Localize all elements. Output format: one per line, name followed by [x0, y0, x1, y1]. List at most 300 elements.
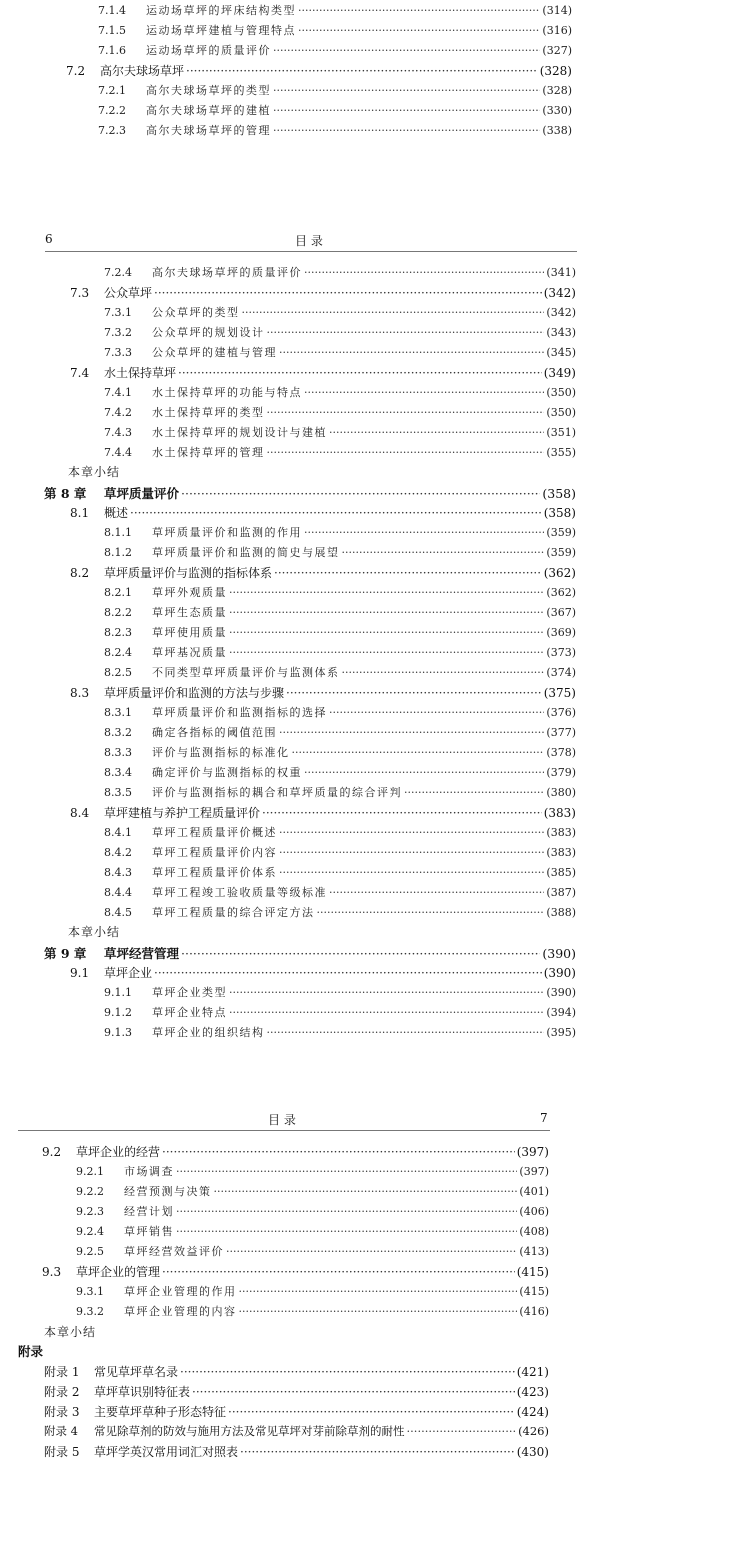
toc-entry: [42, 1263, 549, 1283]
dot-leader: [229, 1006, 544, 1019]
entry-page: (380): [546, 786, 576, 799]
dot-leader: [180, 1365, 515, 1379]
entry-title: 草坪质量评价和监测指标的选择: [152, 706, 327, 719]
dot-leader: [304, 526, 544, 539]
entry-page: (378): [546, 746, 576, 759]
entry-number: 8.1.1: [104, 526, 132, 539]
entry-page: (341): [546, 266, 576, 279]
chapter-summary: [68, 463, 268, 483]
toc-entry: [104, 1004, 576, 1024]
entry-number: 8.4.5: [104, 906, 132, 919]
entry-title: 草坪企业管理的作用: [124, 1285, 237, 1298]
dot-leader: [154, 286, 542, 300]
entry-title: 评价与监测指标的标准化: [152, 746, 290, 759]
dot-leader: [279, 846, 544, 859]
entry-title: 草坪工程质量评价概述: [152, 826, 277, 839]
toc-entry: [70, 964, 576, 984]
appendix-entry: [44, 1383, 549, 1403]
dot-leader: [329, 706, 544, 719]
entry-page: (408): [519, 1225, 549, 1238]
toc-entry: [104, 904, 576, 924]
entry-title: 水土保持草坪的功能与特点: [152, 386, 302, 399]
entry-number: 7.2: [66, 64, 86, 78]
entry-page: (406): [519, 1205, 549, 1218]
chapter-summary: [44, 1323, 244, 1343]
entry-title: 草坪工程质量评价内容: [152, 846, 277, 859]
header-rule: [18, 1130, 550, 1131]
entry-number: 9.2.4: [76, 1225, 104, 1238]
entry-title: 不同类型草坪质量评价与监测体系: [152, 666, 340, 679]
entry-title: 草坪经营效益评价: [124, 1245, 224, 1258]
entry-page: (390): [542, 946, 576, 961]
dot-leader: [267, 406, 545, 419]
entry-number: 7.3.3: [104, 346, 132, 359]
dot-leader: [178, 366, 542, 380]
header-title: 目 录: [268, 1113, 296, 1127]
entry-title: 草坪企业: [104, 966, 153, 980]
entry-number: 8.3.2: [104, 726, 132, 739]
entry-number: 8.2.3: [104, 626, 132, 639]
entry-title: 常见除草剂的防效与施用方法及常见草坪对芽前除草剂的耐性: [94, 1424, 405, 1438]
toc-entry: [76, 1303, 549, 1323]
entry-page: (388): [546, 906, 576, 919]
toc-entry: [104, 644, 576, 664]
toc-entry: [70, 504, 576, 524]
entry-title: 主要草坪草种子形态特征: [94, 1405, 227, 1419]
dot-leader: [317, 906, 545, 919]
dot-leader: [229, 986, 544, 999]
entry-page: (343): [546, 326, 576, 339]
entry-number: 8.4.1: [104, 826, 132, 839]
toc-entry: [104, 524, 576, 544]
toc-entry: [104, 984, 576, 1004]
toc-entry: [76, 1163, 549, 1183]
toc-entry: [104, 864, 576, 884]
entry-page: (359): [546, 546, 576, 559]
dot-leader: [286, 686, 542, 700]
appendix-entry: [44, 1423, 549, 1443]
entry-number: 8.3.4: [104, 766, 132, 779]
entry-page: (385): [546, 866, 576, 879]
entry-number: 8.1: [70, 506, 90, 520]
toc-entry: [66, 62, 572, 82]
entry-title: 高尔夫球场草坪: [100, 64, 185, 78]
entry-page: (397): [516, 1145, 549, 1159]
entry-page: (369): [546, 626, 576, 639]
entry-page: (377): [546, 726, 576, 739]
entry-number: 8.2.2: [104, 606, 132, 619]
entry-title: 本章小结: [68, 465, 121, 479]
header-page-number: 6: [45, 232, 53, 246]
entry-page: (358): [543, 506, 576, 520]
dot-leader: [273, 124, 540, 137]
entry-number: 9.2: [42, 1145, 62, 1159]
entry-title: 草坪销售: [124, 1225, 174, 1238]
entry-title: 公众草坪的建植与管理: [152, 346, 277, 359]
toc-entry: [76, 1243, 549, 1263]
entry-page: (328): [542, 84, 572, 97]
entry-title: 本章小结: [44, 1325, 97, 1339]
dot-leader: [229, 646, 544, 659]
entry-page: (328): [539, 64, 572, 78]
dot-leader: [192, 1385, 515, 1399]
entry-number: 附录 1: [44, 1365, 80, 1379]
dot-leader: [181, 486, 540, 501]
entry-title: 水土保持草坪的管理: [152, 446, 265, 459]
entry-number: 8.2.5: [104, 666, 132, 679]
entry-number: 7.3.1: [104, 306, 132, 319]
entry-number: 7.4.2: [104, 406, 132, 419]
entry-page: (387): [546, 886, 576, 899]
dot-leader: [298, 4, 540, 17]
entry-page: (383): [546, 846, 576, 859]
entry-number: 8.2.4: [104, 646, 132, 659]
toc-entry: [104, 444, 576, 464]
entry-title: 草坪企业的组织结构: [152, 1026, 265, 1039]
toc-entry: [104, 604, 576, 624]
entry-number: 7.1.4: [98, 4, 126, 17]
entry-number: 7.4: [70, 366, 90, 380]
entry-page: (362): [543, 566, 576, 580]
toc-entry: [76, 1283, 549, 1303]
entry-title: 确定评价与监测指标的权重: [152, 766, 302, 779]
chapter-number: 第 8 章: [44, 486, 87, 501]
chapter-title: 草坪经营管理: [104, 946, 180, 961]
entry-number: 7.4.1: [104, 386, 132, 399]
entry-page: (342): [546, 306, 576, 319]
toc-entry: [104, 724, 576, 744]
toc-entry: [98, 122, 572, 142]
dot-leader: [176, 1205, 517, 1218]
chapter-title: 草坪质量评价: [104, 486, 180, 501]
dot-leader: [273, 84, 540, 97]
toc-entry: [70, 564, 576, 584]
chapter-summary: [68, 923, 268, 943]
entry-title: 公众草坪的类型: [152, 306, 240, 319]
entry-title: 确定各指标的阈值范围: [152, 726, 277, 739]
entry-page: (416): [519, 1305, 549, 1318]
entry-page: (314): [542, 4, 572, 17]
entry-page: (359): [546, 526, 576, 539]
entry-title: 草坪质量评价和监测的作用: [152, 526, 302, 539]
entry-title: 经营预测与决策: [124, 1185, 212, 1198]
entry-title: 草坪草识别特征表: [94, 1385, 191, 1399]
dot-leader: [176, 1225, 517, 1238]
entry-number: 8.4.3: [104, 866, 132, 879]
entry-title: 水土保持草坪的规划设计与建植: [152, 426, 327, 439]
dot-leader: [229, 586, 544, 599]
entry-title: 草坪企业的经营: [76, 1145, 161, 1159]
dot-leader: [329, 886, 544, 899]
dot-leader: [279, 726, 544, 739]
entry-title: 高尔夫球场草坪的质量评价: [152, 266, 302, 279]
dot-leader: [267, 1026, 545, 1039]
entry-number: 7.3: [70, 286, 90, 300]
dot-leader: [267, 446, 545, 459]
entry-page: (397): [519, 1165, 549, 1178]
toc-entry: [104, 584, 576, 604]
entry-number: 附录 3: [44, 1405, 80, 1419]
dot-leader: [176, 1165, 517, 1178]
dot-leader: [239, 1305, 518, 1318]
dot-leader: [240, 1445, 515, 1459]
dot-leader: [292, 746, 545, 759]
entry-page: (376): [546, 706, 576, 719]
entry-page: (379): [546, 766, 576, 779]
entry-title: 运动场草坪的质量评价: [146, 44, 271, 57]
entry-title: 评价与监测指标的耦合和草坪质量的综合评判: [152, 786, 402, 799]
toc-entry: [104, 264, 576, 284]
toc-entry: [70, 284, 576, 304]
entry-page: (415): [516, 1265, 549, 1279]
entry-page: (350): [546, 386, 576, 399]
dot-leader: [342, 546, 545, 559]
entry-title: 草坪企业类型: [152, 986, 227, 999]
dot-leader: [242, 306, 545, 319]
entry-page: (390): [546, 986, 576, 999]
dot-leader: [407, 1424, 517, 1438]
dot-leader: [154, 966, 542, 980]
toc-entry: [98, 102, 572, 122]
entry-page: (426): [518, 1424, 549, 1438]
entry-page: (375): [543, 686, 576, 700]
toc-entry: [104, 304, 576, 324]
dot-leader: [342, 666, 545, 679]
entry-number: 8.4: [70, 806, 90, 820]
toc-entry: [104, 844, 576, 864]
dot-leader: [273, 44, 540, 57]
header-rule: [45, 251, 577, 252]
entry-number: 8.2.1: [104, 586, 132, 599]
entry-number: 9.1.1: [104, 986, 132, 999]
entry-title: 高尔夫球场草坪的类型: [146, 84, 271, 97]
dot-leader: [279, 826, 544, 839]
entry-title: 草坪质量评价和监测的方法与步骤: [104, 686, 285, 700]
toc-entry: [104, 384, 576, 404]
entry-number: 8.3.3: [104, 746, 132, 759]
entry-number: 附录 2: [44, 1385, 80, 1399]
entry-title: 市场调查: [124, 1165, 174, 1178]
entry-page: (367): [546, 606, 576, 619]
toc-entry: [104, 764, 576, 784]
toc-entry: [70, 684, 576, 704]
dot-leader: [262, 806, 542, 820]
entry-title: 公众草坪: [104, 286, 153, 300]
dot-leader: [404, 786, 544, 799]
toc-entry: [104, 704, 576, 724]
entry-title: 高尔夫球场草坪的建植: [146, 104, 271, 117]
entry-page: (342): [543, 286, 576, 300]
entry-number: 7.2.2: [98, 104, 126, 117]
dot-leader: [229, 606, 544, 619]
entry-page: (327): [542, 44, 572, 57]
entry-number: 7.2.1: [98, 84, 126, 97]
dot-leader: [229, 626, 544, 639]
entry-title: 概述: [104, 506, 129, 520]
entry-title: 草坪企业的管理: [76, 1265, 161, 1279]
entry-title: 草坪外观质量: [152, 586, 227, 599]
entry-page: (383): [543, 806, 576, 820]
entry-page: (351): [546, 426, 576, 439]
entry-page: (401): [519, 1185, 549, 1198]
toc-entry: [70, 364, 576, 384]
entry-number: 9.3: [42, 1265, 62, 1279]
entry-title: 草坪工程质量评价体系: [152, 866, 277, 879]
entry-title: 草坪工程竣工验收质量等级标准: [152, 886, 327, 899]
dot-leader: [304, 766, 544, 779]
entry-page: (415): [519, 1285, 549, 1298]
entry-number: 9.1: [70, 966, 90, 980]
entry-title: 草坪建植与养护工程质量评价: [104, 806, 261, 820]
dot-leader: [304, 266, 544, 279]
entry-title: 草坪学英汉常用词汇对照表: [94, 1445, 239, 1459]
entry-number: 附录 4: [44, 1424, 78, 1438]
chapter-number: 第 9 章: [44, 946, 87, 961]
entry-number: 7.4.4: [104, 446, 132, 459]
appendix-entry: [44, 1363, 549, 1383]
entry-page: (316): [542, 24, 572, 37]
entry-page: (330): [542, 104, 572, 117]
entry-title: 运动场草坪的坪床结构类型: [146, 4, 296, 17]
entry-title: 运动场草坪建植与管理特点: [146, 24, 296, 37]
dot-leader: [304, 386, 544, 399]
entry-page: (362): [546, 586, 576, 599]
chapter-entry: [44, 484, 576, 504]
toc-entry: [104, 884, 576, 904]
entry-title: 常见草坪草名录: [94, 1365, 179, 1379]
toc-entry: [104, 664, 576, 684]
entry-page: (394): [546, 1006, 576, 1019]
toc-entry: [98, 42, 572, 62]
entry-title: 水土保持草坪的类型: [152, 406, 265, 419]
dot-leader: [162, 1265, 515, 1279]
entry-number: 7.1.6: [98, 44, 126, 57]
entry-page: (374): [546, 666, 576, 679]
toc-entry: [76, 1223, 549, 1243]
entry-title: 草坪基况质量: [152, 646, 227, 659]
entry-title: 草坪使用质量: [152, 626, 227, 639]
header-title: 目 录: [295, 234, 323, 248]
entry-number: 8.1.2: [104, 546, 132, 559]
dot-leader: [267, 326, 545, 339]
dot-leader: [273, 104, 540, 117]
entry-page: (424): [516, 1405, 549, 1419]
dot-leader: [214, 1185, 518, 1198]
entry-page: (350): [546, 406, 576, 419]
header-page-number: 7: [540, 1111, 548, 1125]
entry-title: 草坪企业特点: [152, 1006, 227, 1019]
toc-entry: [70, 804, 576, 824]
toc-entry: [104, 404, 576, 424]
toc-entry: [104, 344, 576, 364]
entry-number: 7.2.4: [104, 266, 132, 279]
running-header: [45, 232, 577, 250]
entry-title: 本章小结: [68, 925, 121, 939]
toc-entry: [104, 324, 576, 344]
dot-leader: [298, 24, 540, 37]
running-header: [18, 1111, 550, 1129]
entry-page: (345): [546, 346, 576, 359]
entry-page: (358): [542, 486, 576, 501]
entry-number: 9.1.2: [104, 1006, 132, 1019]
toc-entry: [104, 824, 576, 844]
toc-entry: [98, 2, 572, 22]
entry-number: 9.2.1: [76, 1165, 104, 1178]
appendix-entry: [44, 1403, 549, 1423]
entry-number: 9.3.1: [76, 1285, 104, 1298]
chapter-entry: [44, 944, 576, 964]
dot-leader: [181, 946, 540, 961]
toc-entry: [98, 82, 572, 102]
entry-number: 8.4.2: [104, 846, 132, 859]
entry-title: 草坪企业管理的内容: [124, 1305, 237, 1318]
entry-page: (423): [516, 1385, 549, 1399]
entry-title: 经营计划: [124, 1205, 174, 1218]
entry-number: 8.3: [70, 686, 90, 700]
entry-number: 9.2.2: [76, 1185, 104, 1198]
dot-leader: [162, 1145, 515, 1159]
entry-number: 8.3.1: [104, 706, 132, 719]
toc-entry: [104, 544, 576, 564]
entry-title: 草坪质量评价和监测的简史与展望: [152, 546, 340, 559]
toc-entry: [104, 784, 576, 804]
entry-title: 草坪质量评价与监测的指标体系: [104, 566, 273, 580]
appendix-entry: [44, 1443, 549, 1463]
toc-entry: [42, 1143, 549, 1163]
entry-number: 9.2.3: [76, 1205, 104, 1218]
dot-leader: [329, 426, 544, 439]
entry-page: (421): [516, 1365, 549, 1379]
entry-page: (430): [516, 1445, 549, 1459]
entry-page: (373): [546, 646, 576, 659]
dot-leader: [186, 64, 538, 78]
entry-title: 草坪生态质量: [152, 606, 227, 619]
entry-number: 9.1.3: [104, 1026, 132, 1039]
toc-entry: [76, 1183, 549, 1203]
entry-number: 7.4.3: [104, 426, 132, 439]
dot-leader: [274, 566, 542, 580]
entry-page: (349): [543, 366, 576, 380]
dot-leader: [226, 1245, 517, 1258]
dot-leader: [279, 866, 544, 879]
dot-leader: [279, 346, 544, 359]
entry-page: (338): [542, 124, 572, 137]
entry-number: 9.3.2: [76, 1305, 104, 1318]
toc-entry: [76, 1203, 549, 1223]
entry-title: 公众草坪的规划设计: [152, 326, 265, 339]
dot-leader: [228, 1405, 515, 1419]
entry-page: (395): [546, 1026, 576, 1039]
entry-number: 附录 5: [44, 1445, 80, 1459]
toc-entry: [104, 624, 576, 644]
toc-entry: [104, 744, 576, 764]
dot-leader: [130, 506, 542, 520]
entry-number: 8.4.4: [104, 886, 132, 899]
appendix-heading: [18, 1342, 218, 1362]
entry-number: 7.1.5: [98, 24, 126, 37]
entry-number: 7.2.3: [98, 124, 126, 137]
toc-entry: [98, 22, 572, 42]
dot-leader: [239, 1285, 518, 1298]
entry-title: 水土保持草坪: [104, 366, 177, 380]
entry-number: 7.3.2: [104, 326, 132, 339]
entry-title: 草坪工程质量的综合评定方法: [152, 906, 315, 919]
entry-title: 附录: [18, 1344, 44, 1359]
entry-page: (355): [546, 446, 576, 459]
entry-number: 9.2.5: [76, 1245, 104, 1258]
entry-title: 高尔夫球场草坪的管理: [146, 124, 271, 137]
toc-entry: [104, 424, 576, 444]
